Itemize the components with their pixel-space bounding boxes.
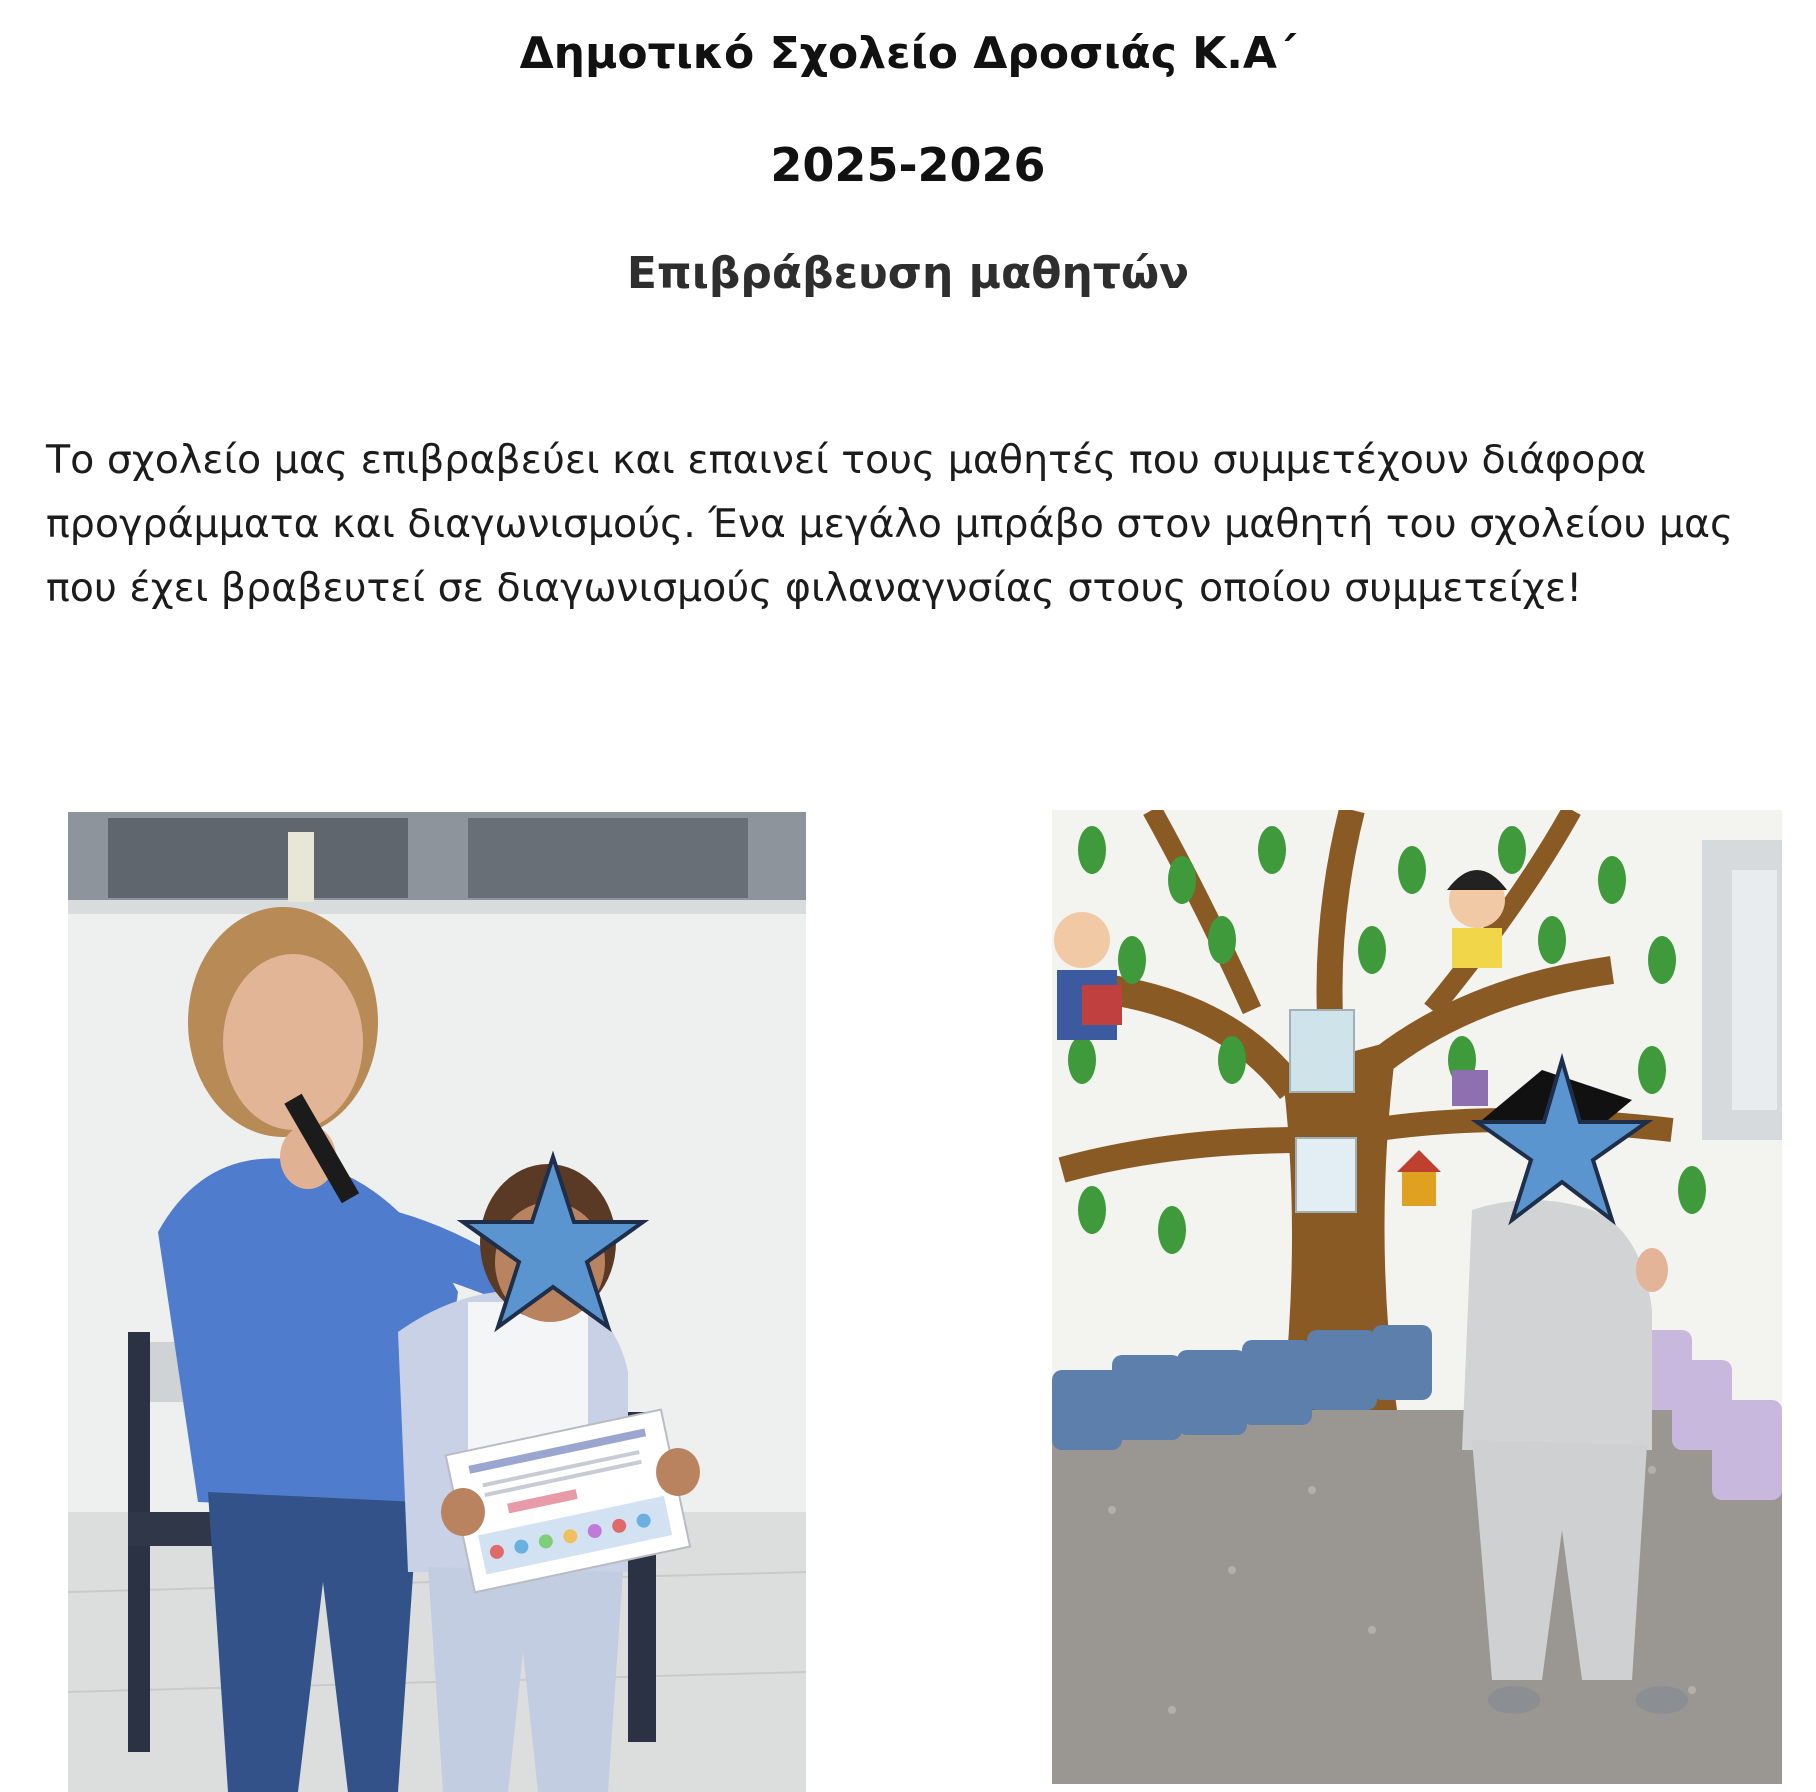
school-name: Δημοτικό Σχολείο Δροσιάς Κ.Α΄: [519, 28, 1297, 79]
award-photo-teacher-student-image: [68, 812, 806, 1792]
school-year: 2025-2026: [770, 138, 1046, 192]
article-body: Το σχολείο μας επιβραβεύει και επαινεί τους μαθητές που συμμετέχουν διάφορα προγράμματα και διαγωνισμούς. Ένα μεγάλο μπράβο στον μαθητή του σχολείου μας που έχει βραβευτεί σε διαγωνισμούς φιλαναγνσίας στους οποίου συμμετείχε!: [46, 437, 1734, 611]
award-photo-reading-corner: [1052, 810, 1782, 1784]
award-photo-reading-corner-image: [1052, 810, 1782, 1784]
page-title: Επιβράβευση μαθητών: [626, 248, 1190, 299]
award-photo-teacher-student: [68, 812, 806, 1792]
